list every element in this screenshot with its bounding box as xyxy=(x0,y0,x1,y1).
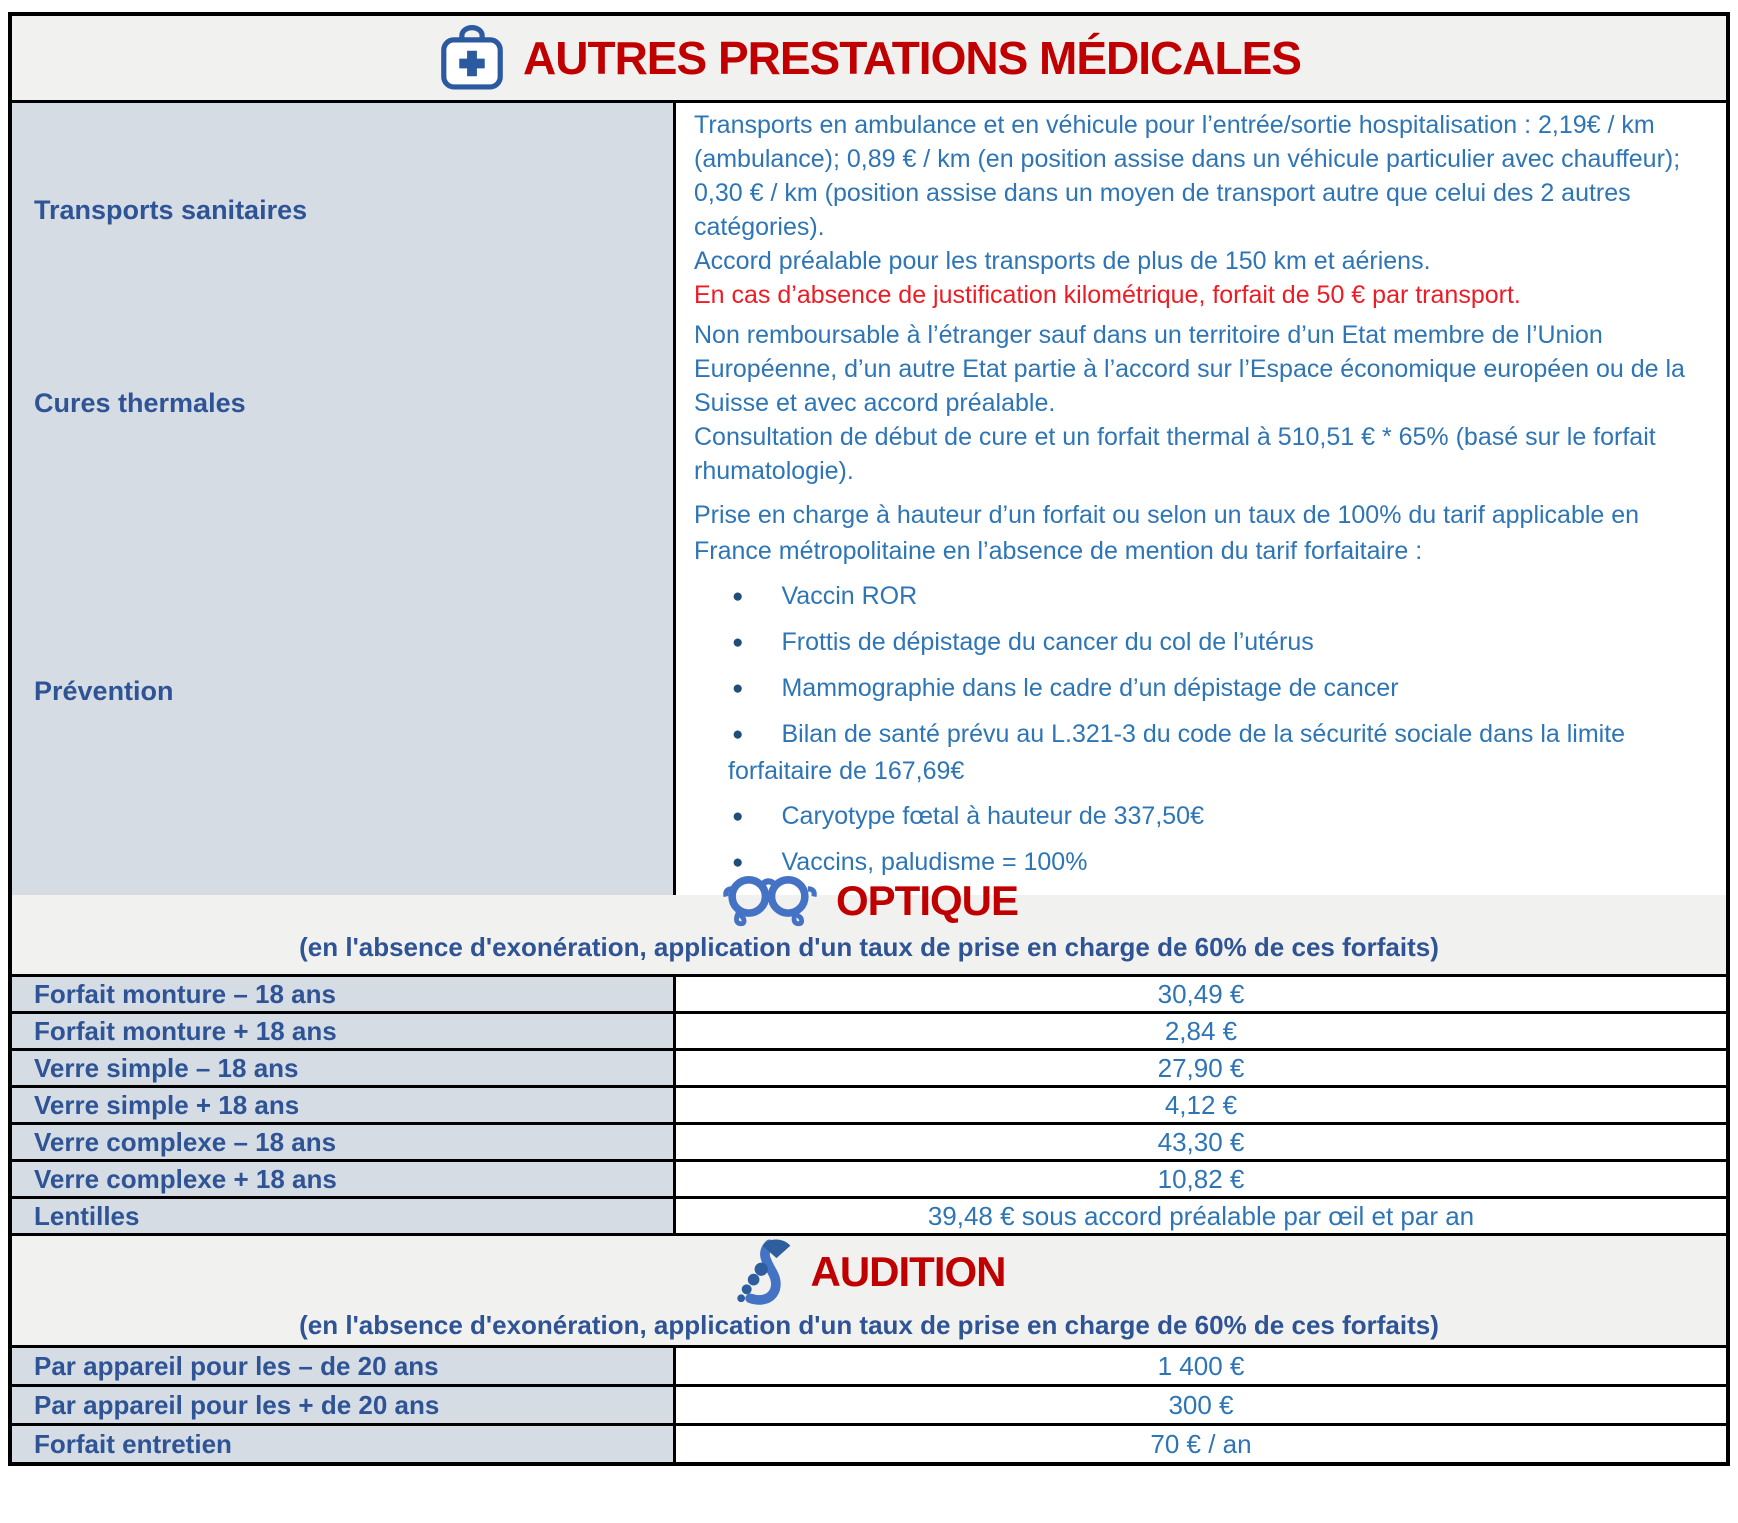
benefits-table xyxy=(8,12,1730,1466)
prevention-intro: Prise en charge à hauteur d’un forfait ou selon un taux de 100% du tarif applicable en France métropolitaine en l’absence de mention du tarif forfaitaire : xyxy=(694,501,1640,565)
cures-label-cell xyxy=(12,313,676,493)
bullet-icon: ● xyxy=(732,586,744,607)
transports-description: Transports en ambulance et en véhicule pour l’entrée/sortie hospitalisation : 2,19€ / km (ambulance); 0,89 € / km (en position assise dans un véhicule particulier avec chauffeur); 0,30 € / km (position assise dans un moyen de transport autre que celui des 2 autres catégories). xyxy=(694,111,1681,241)
row-label: Verre simple + 18 ans xyxy=(34,1089,300,1120)
fee-label-cell xyxy=(12,1426,676,1462)
optique-subtitle: (en l'absence d'exonération, application d'un taux de prise en charge de 60% de ces forfaits) xyxy=(299,932,1439,962)
bullet-icon: ● xyxy=(732,632,744,653)
table-row xyxy=(12,1345,1726,1384)
page-title: AUTRES PRESTATIONS MÉDICALES xyxy=(523,32,1301,84)
list-item xyxy=(728,624,1706,661)
table-row xyxy=(12,1122,1726,1159)
fee-label-cell xyxy=(12,1125,676,1159)
table-row xyxy=(12,1085,1726,1122)
cures-content-cell xyxy=(676,313,1726,493)
audition-header-row xyxy=(12,1233,1726,1345)
fee-label-cell xyxy=(12,1051,676,1085)
table-row-prevention xyxy=(12,484,1726,876)
fee-value: 27,90 € xyxy=(676,1051,1726,1085)
row-label: Prévention xyxy=(34,675,174,706)
table-row xyxy=(12,1423,1726,1462)
fee-value: 39,48 € sous accord préalable par œil et par an xyxy=(676,1199,1726,1233)
list-item xyxy=(728,798,1706,835)
bullet-icon: ● xyxy=(732,852,744,873)
section-title-audition: AUDITION xyxy=(810,1248,1006,1295)
bullet-text: Caryotype fœtal à hauteur de 337,50€ xyxy=(781,802,1204,830)
table-row-cures xyxy=(12,310,1726,484)
fee-label-cell xyxy=(12,1162,676,1196)
fee-value: 70 € / an xyxy=(676,1426,1726,1462)
main-title-line xyxy=(437,24,1301,92)
bullet-icon: ● xyxy=(732,806,744,827)
list-item xyxy=(728,578,1706,615)
fee-label-cell xyxy=(12,1199,676,1233)
bullet-text: Vaccin ROR xyxy=(781,582,918,610)
table-row xyxy=(12,1011,1726,1048)
list-item xyxy=(728,716,1706,789)
fee-value: 2,84 € xyxy=(676,1014,1726,1048)
row-label: Par appareil pour les – de 20 ans xyxy=(34,1350,439,1381)
row-label: Verre complexe – 18 ans xyxy=(34,1126,337,1157)
bullet-text: Bilan de santé prévu au L.321-3 du code de la sécurité sociale dans la limite forfaitaire de 167,69€ xyxy=(728,720,1626,785)
row-label: Verre complexe + 18 ans xyxy=(34,1163,337,1194)
row-label: Par appareil pour les + de 20 ans xyxy=(34,1389,440,1420)
fee-label-cell xyxy=(12,1348,676,1384)
hearing-aid-icon xyxy=(733,1236,795,1308)
table-row xyxy=(12,1384,1726,1423)
cures-description: Non remboursable à l’étranger sauf dans un territoire d’un Etat membre de l’Union Européenne, d’un autre Etat partie à l’accord sur l’Espace économique européen ou de la Suisse et avec accord préalable. xyxy=(694,321,1685,417)
transports-warning: En cas d’absence de justification kilométrique, forfait de 50 € par transport. xyxy=(694,281,1521,309)
table-row xyxy=(12,974,1726,1011)
prevention-content-cell xyxy=(676,487,1726,895)
fee-value: 43,30 € xyxy=(676,1125,1726,1159)
section-title-optique: OPTIQUE xyxy=(835,877,1019,924)
audition-subtitle: (en l'absence d'exonération, application d'un taux de prise en charge de 60% de ces forfaits) xyxy=(299,1310,1439,1340)
fee-value: 4,12 € xyxy=(676,1088,1726,1122)
row-label: Forfait monture + 18 ans xyxy=(34,1015,337,1046)
bullet-text: Vaccins, paludisme = 100% xyxy=(781,848,1088,876)
row-label: Lentilles xyxy=(34,1200,140,1231)
row-label: Forfait monture – 18 ans xyxy=(34,978,336,1009)
bullet-text: Frottis de dépistage du cancer du col de l’utérus xyxy=(781,628,1314,656)
fee-label-cell xyxy=(12,977,676,1011)
first-aid-kit-icon xyxy=(437,24,507,92)
fee-label-cell xyxy=(12,1088,676,1122)
fee-value: 300 € xyxy=(676,1387,1726,1423)
main-header-row xyxy=(12,16,1726,100)
bullet-icon: ● xyxy=(732,678,744,699)
optique-title-line xyxy=(720,872,1018,930)
table-row xyxy=(12,1159,1726,1196)
bullet-text: Mammographie dans le cadre d’un dépistage de cancer xyxy=(781,674,1399,702)
transports-label-cell xyxy=(12,103,676,317)
row-label: Verre simple – 18 ans xyxy=(34,1052,299,1083)
list-item xyxy=(728,670,1706,707)
fee-label-cell xyxy=(12,1014,676,1048)
bullet-icon: ● xyxy=(732,724,744,745)
audition-title-line xyxy=(733,1236,1006,1308)
row-label: Cures thermales xyxy=(34,387,246,418)
fee-value: 10,82 € xyxy=(676,1162,1726,1196)
fee-label-cell xyxy=(12,1387,676,1423)
fee-value: 30,49 € xyxy=(676,977,1726,1011)
fee-value: 1 400 € xyxy=(676,1348,1726,1384)
table-row xyxy=(12,1048,1726,1085)
row-label: Transports sanitaires xyxy=(34,194,308,225)
row-label: Forfait entretien xyxy=(34,1428,232,1459)
cures-forfait-note: Consultation de début de cure et un forfait thermal à 510,51 € * 65% (basé sur le forfait rhumatologie). xyxy=(694,423,1656,485)
glasses-icon xyxy=(720,872,820,930)
table-row xyxy=(12,1196,1726,1233)
table-row-transports xyxy=(12,100,1726,310)
prevention-label-cell xyxy=(12,487,676,895)
transports-content-cell xyxy=(676,103,1726,317)
transports-approval-note: Accord préalable pour les transports de plus de 150 km et aériens. xyxy=(694,247,1431,275)
